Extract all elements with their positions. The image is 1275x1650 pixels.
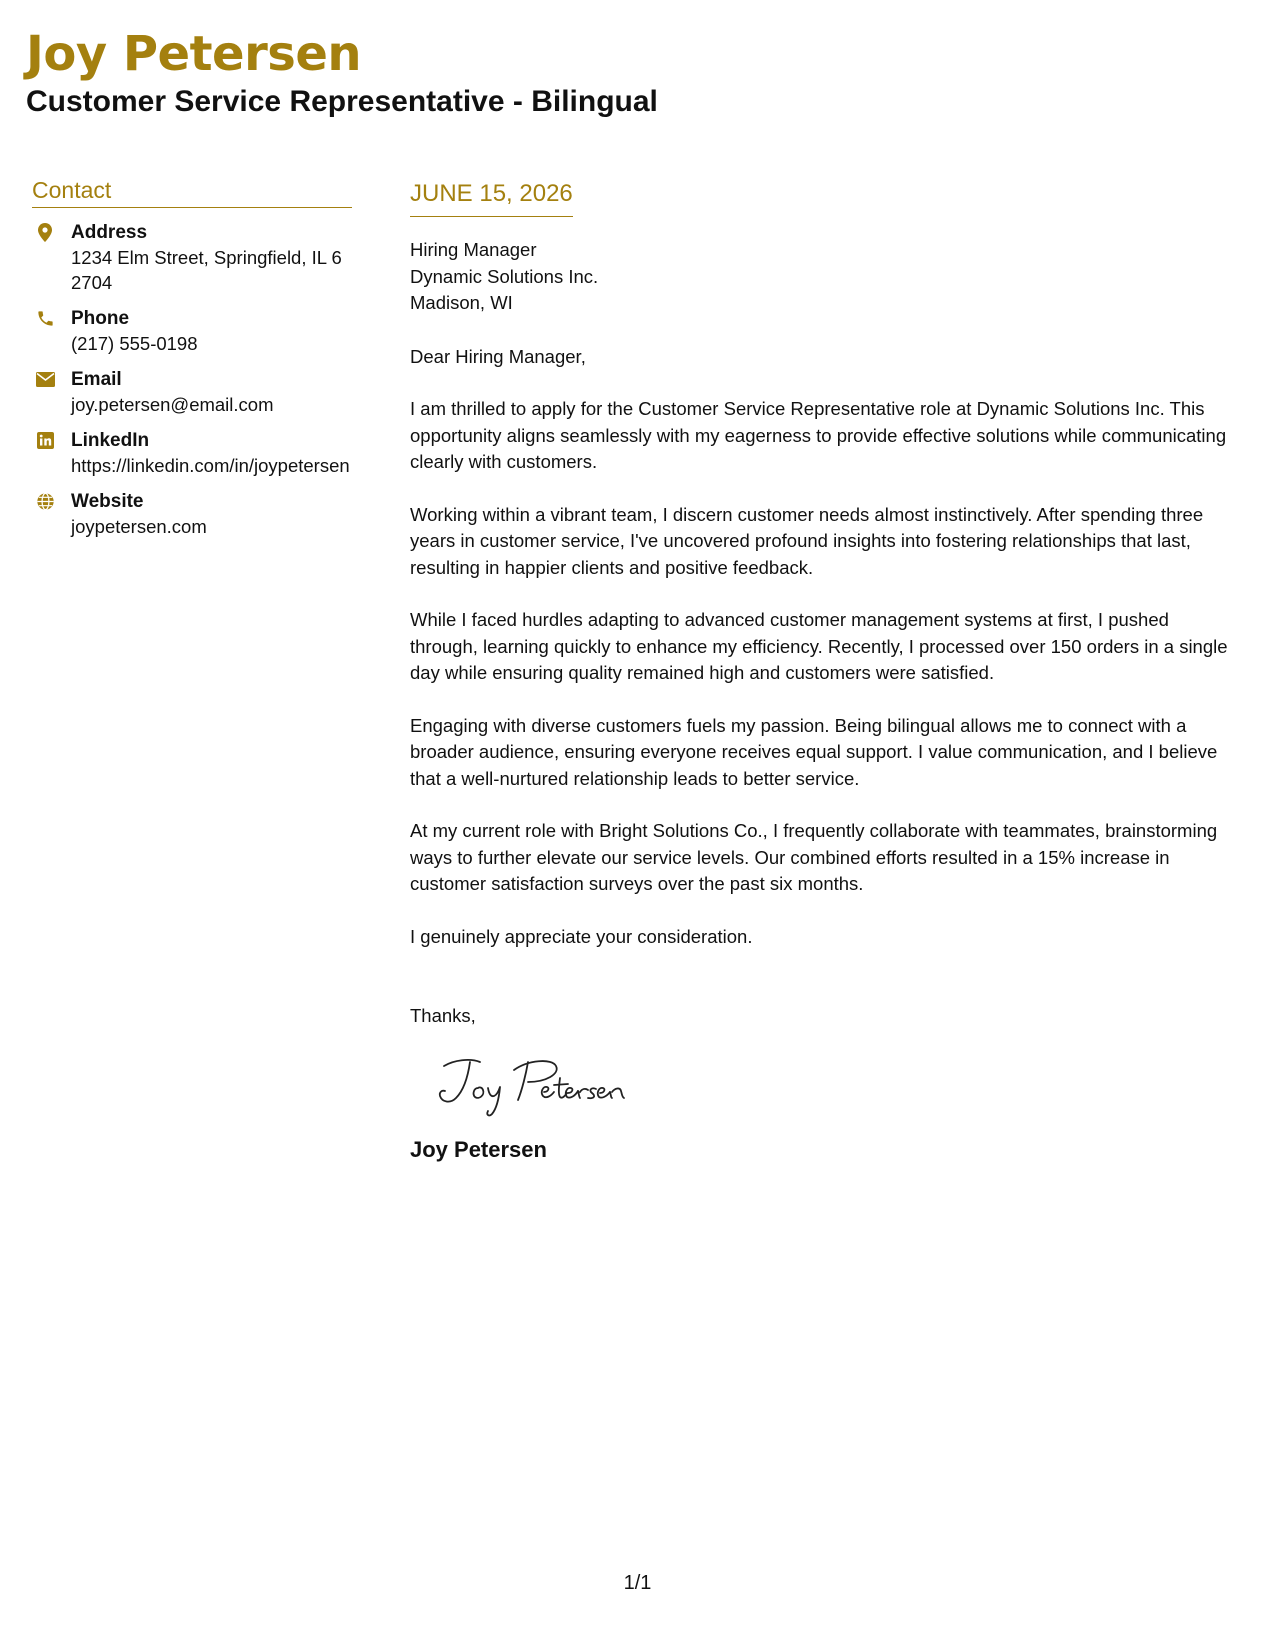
handwritten-signature bbox=[436, 1052, 1240, 1122]
map-pin-icon bbox=[35, 222, 55, 242]
body-paragraph: I am thrilled to apply for the Customer Service Representative role at Dynamic Solutions Inc. This opportunity aligns seamlessly with my eagerness to provide effective solutions while communicating clearly with customers. bbox=[410, 398, 1227, 472]
recipient-company: Dynamic Solutions Inc. bbox=[410, 265, 599, 287]
contact-item-linkedin bbox=[32, 428, 352, 478]
body-paragraph: While I faced hurdles adapting to advanced customer management systems at first, I pushed through, learning quickly to enhance my efficiency. Recently, I processed over 150 orders in a single day while ensuring quality remained high and customers were satisfied. bbox=[410, 609, 1228, 683]
linkedin-icon bbox=[35, 430, 55, 450]
contact-sidebar bbox=[32, 175, 352, 550]
contact-item-address bbox=[32, 220, 352, 295]
contact-label: Website bbox=[71, 491, 144, 512]
contact-label: LinkedIn bbox=[71, 430, 150, 451]
body-paragraph: I genuinely appreciate your consideration. bbox=[410, 925, 753, 947]
contact-label: Email bbox=[71, 369, 122, 390]
closing: Thanks, bbox=[410, 1005, 476, 1026]
contact-section-title: Contact bbox=[32, 175, 352, 208]
letter-date: JUNE 15, 2026 bbox=[410, 178, 573, 217]
job-title: Customer Service Representative - Bilingual bbox=[26, 85, 658, 118]
envelope-icon bbox=[35, 369, 55, 389]
contact-item-email bbox=[32, 367, 352, 417]
body-paragraph: At my current role with Bright Solutions Co., I frequently collaborate with teammates, brainstorming ways to further elevate our service levels. Our combined efforts resulted in a 15% increase in customer satisfaction surveys over the past six months. bbox=[410, 820, 1218, 894]
address-value: 1234 Elm Street, Springfield, IL 62704 bbox=[71, 247, 342, 293]
salutation: Dear Hiring Manager, bbox=[410, 345, 586, 367]
globe-icon bbox=[35, 491, 55, 511]
body-paragraph: Working within a vibrant team, I discern customer needs almost instinctively. After spending three years in customer service, I've uncovered profound insights into fostering relationships that last, resulting in happier clients and positive feedback. bbox=[410, 503, 1204, 578]
contact-label: Address bbox=[71, 222, 148, 243]
contact-item-website bbox=[32, 489, 352, 539]
email-value: joy.petersen@email.com bbox=[71, 394, 274, 415]
website-value[interactable]: joypetersen.com bbox=[71, 516, 207, 537]
letter-body bbox=[410, 178, 1240, 1164]
page-number: 1/1 bbox=[623, 1572, 652, 1594]
applicant-name: Joy Petersen bbox=[26, 26, 362, 82]
linkedin-value[interactable]: https://linkedin.com/in/joypetersen bbox=[71, 455, 350, 476]
phone-icon bbox=[35, 308, 55, 328]
recipient-location: Madison, WI bbox=[410, 292, 513, 313]
header bbox=[26, 24, 658, 120]
phone-value: (217) 555-0198 bbox=[71, 333, 198, 354]
signer-name: Joy Petersen bbox=[410, 1136, 547, 1162]
contact-label: Phone bbox=[71, 308, 130, 329]
body-paragraph: Engaging with diverse customers fuels my passion. Being bilingual allows me to connect with a broader audience, ensuring everyone receives equal support. I value communication, and I believe that a well-nurtured relationship leads to better service. bbox=[410, 714, 1218, 789]
contact-item-phone bbox=[32, 306, 352, 356]
recipient-line: Hiring Manager bbox=[410, 239, 537, 260]
recipient-block bbox=[410, 237, 1240, 317]
